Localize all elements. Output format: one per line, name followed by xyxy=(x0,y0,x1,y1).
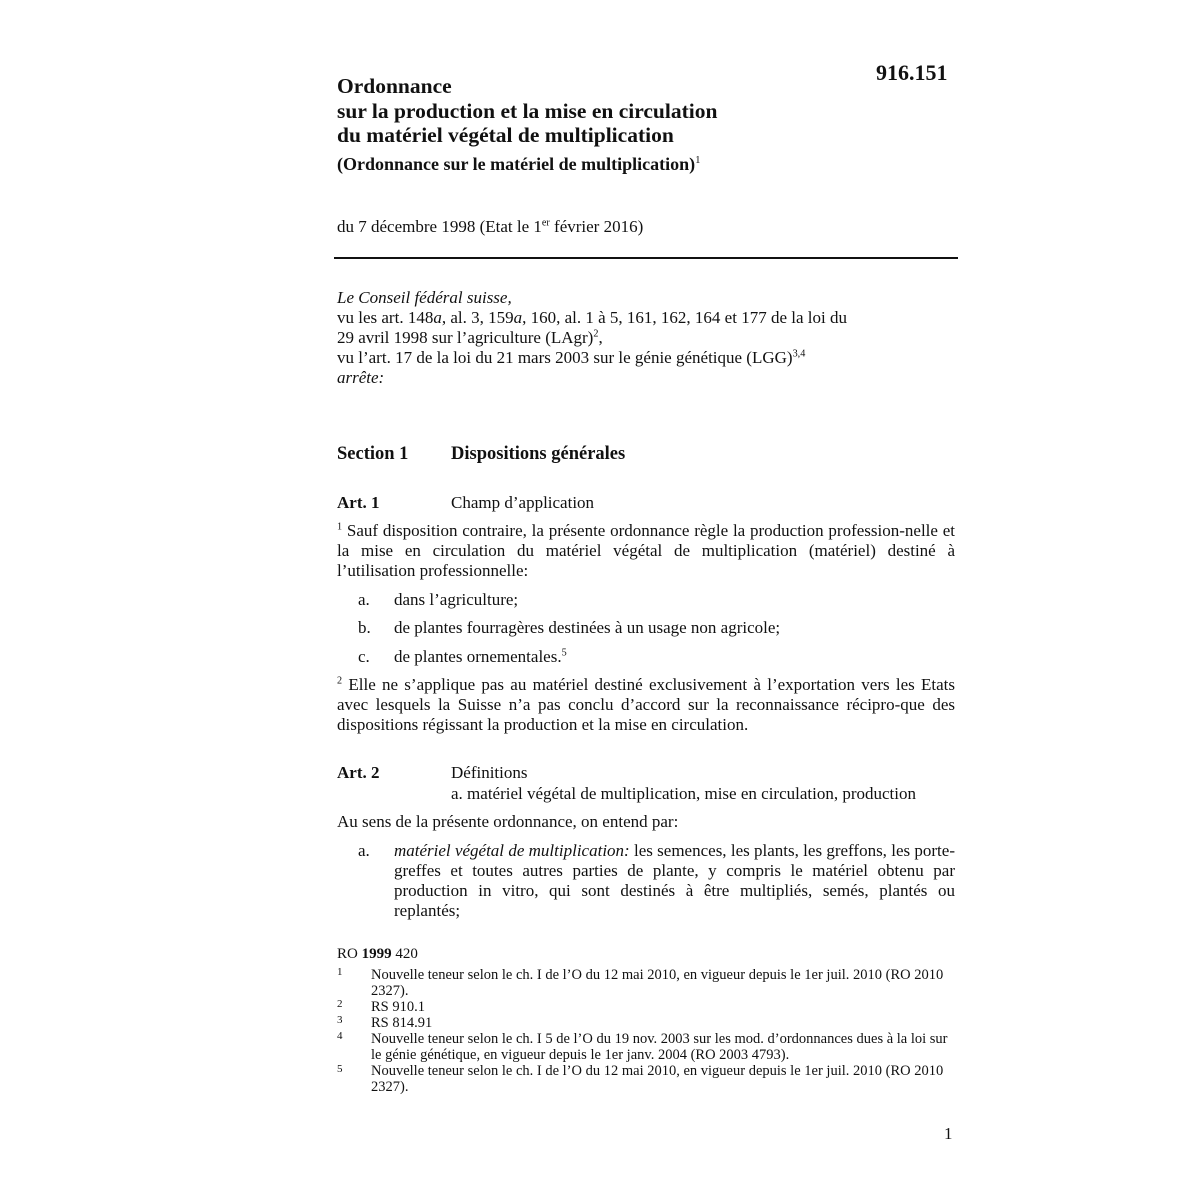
footnote-text: Nouvelle teneur selon le ch. I de l’O du 12 mai 2010, en vigueur depuis le 1er juil. 2010 (RO 2010 2327). xyxy=(371,967,944,999)
subtitle-text: (Ordonnance sur le matériel de multiplication) xyxy=(337,154,696,174)
article-paragraph: $^2$ Elle ne s’applique pas au matériel destiné exclusivement à l’exportation vers les Etats avec lesquels la Suisse n’a pas conclu d’accord sur la reconnaissance récipro-que des dispositions régissant la production et la mise en circulation. xyxy=(337,675,955,734)
list-label: c. xyxy=(358,647,370,666)
title-line: du matériel végétal de multiplication xyxy=(337,123,674,147)
footnote-text: RS 814.91 xyxy=(371,1015,433,1031)
definition-item: matériel végétal de multiplication: les semences, les plants, les greffons, les porte-greffes et toutes autres parties de plante, y compris le matériel obtenu par production in vitro, qui sont destinés à être multipliés, semés, plantés ou replantés; xyxy=(394,841,955,920)
section-title: Dispositions générales xyxy=(451,444,626,464)
official-compilation-ref: RO 1999 420 xyxy=(337,946,418,962)
footnote-number: 1 xyxy=(337,966,343,978)
date-sup: er xyxy=(541,217,550,229)
article-subtitle: a. matériel végétal de multiplication, mise en circulation, production xyxy=(451,784,916,803)
document-title xyxy=(337,74,717,148)
section-number: Section 1 xyxy=(337,444,409,464)
preamble-authority: Le Conseil fédéral suisse, xyxy=(337,288,512,307)
article-number: Art. 2 xyxy=(337,763,380,782)
preamble-decree: arrête: xyxy=(337,368,385,387)
document-subtitle xyxy=(337,152,701,176)
article-title: Champ d’application xyxy=(451,493,595,512)
list-item: dans l’agriculture; xyxy=(394,590,519,609)
footnote-text: Nouvelle teneur selon le ch. I de l’O du 12 mai 2010, en vigueur depuis le 1er juil. 2010 (RO 2010 2327). xyxy=(371,1063,944,1095)
article-number: Art. 1 xyxy=(337,493,380,512)
footnote-number: 3 xyxy=(337,1014,343,1026)
paragraph-number: 1 xyxy=(337,521,343,533)
footnote-ref: 3,4 xyxy=(792,348,806,360)
preamble-line: 29 avril 1998 sur l’agriculture (LAgr)$^2$, xyxy=(337,328,603,347)
date-prefix: du 7 décembre 1998 (Etat le 1 xyxy=(337,217,542,236)
footnote-text: Nouvelle teneur selon le ch. I 5 de l’O du 19 nov. 2003 sur les mod. d’ordonnances dues à la loi sur le génie génétique, en vigueur depuis le 1er janv. 2004 (RO 2003 4793). xyxy=(371,1031,948,1063)
list-label: a. xyxy=(358,841,370,860)
footnote-ref: 1 xyxy=(695,154,701,166)
header-divider xyxy=(334,257,958,259)
list-item: de plantes ornementales.$^5$ xyxy=(394,647,567,666)
article-paragraph: $^1$ Sauf disposition contraire, la présente ordonnance règle la production profession-nelle et la mise en circulation du matériel végétal de multiplication (matériel) destiné à l’utilisation professionnelle: xyxy=(337,521,956,580)
footnote-ref: 5 xyxy=(561,647,567,659)
list-label: b. xyxy=(358,618,371,637)
page-number: 1 xyxy=(944,1124,953,1143)
title-line: Ordonnance xyxy=(337,74,452,98)
title-line: sur la production et la mise en circulation xyxy=(337,98,718,123)
list-label: a. xyxy=(358,590,370,609)
paragraph-number: 2 xyxy=(337,675,343,687)
preamble xyxy=(337,288,847,388)
article-intro: Au sens de la présente ordonnance, on entend par: xyxy=(337,812,679,831)
footnote-ref: 2 xyxy=(593,328,599,340)
preamble-line: vu l’art. 17 de la loi du 21 mars 2003 sur le génie génétique (LGG)$^{3,4}$ xyxy=(337,348,806,367)
footnote-number: 2 xyxy=(337,998,343,1010)
footnote-number: 5 xyxy=(337,1063,343,1075)
sr-number: 916.151 xyxy=(876,60,948,85)
article-title: Définitions xyxy=(451,763,528,782)
list-item: de plantes fourragères destinées à un usage non agricole; xyxy=(394,618,781,637)
footnote-number: 4 xyxy=(337,1030,343,1042)
date-suffix: février 2016) xyxy=(549,217,644,236)
document-date xyxy=(337,215,643,239)
preamble-line: vu les art. 148a, al. 3, 159a, 160, al. 1 à 5, 161, 162, 164 et 177 de la loi du xyxy=(337,308,847,327)
footnote-text: RS 910.1 xyxy=(371,999,425,1015)
